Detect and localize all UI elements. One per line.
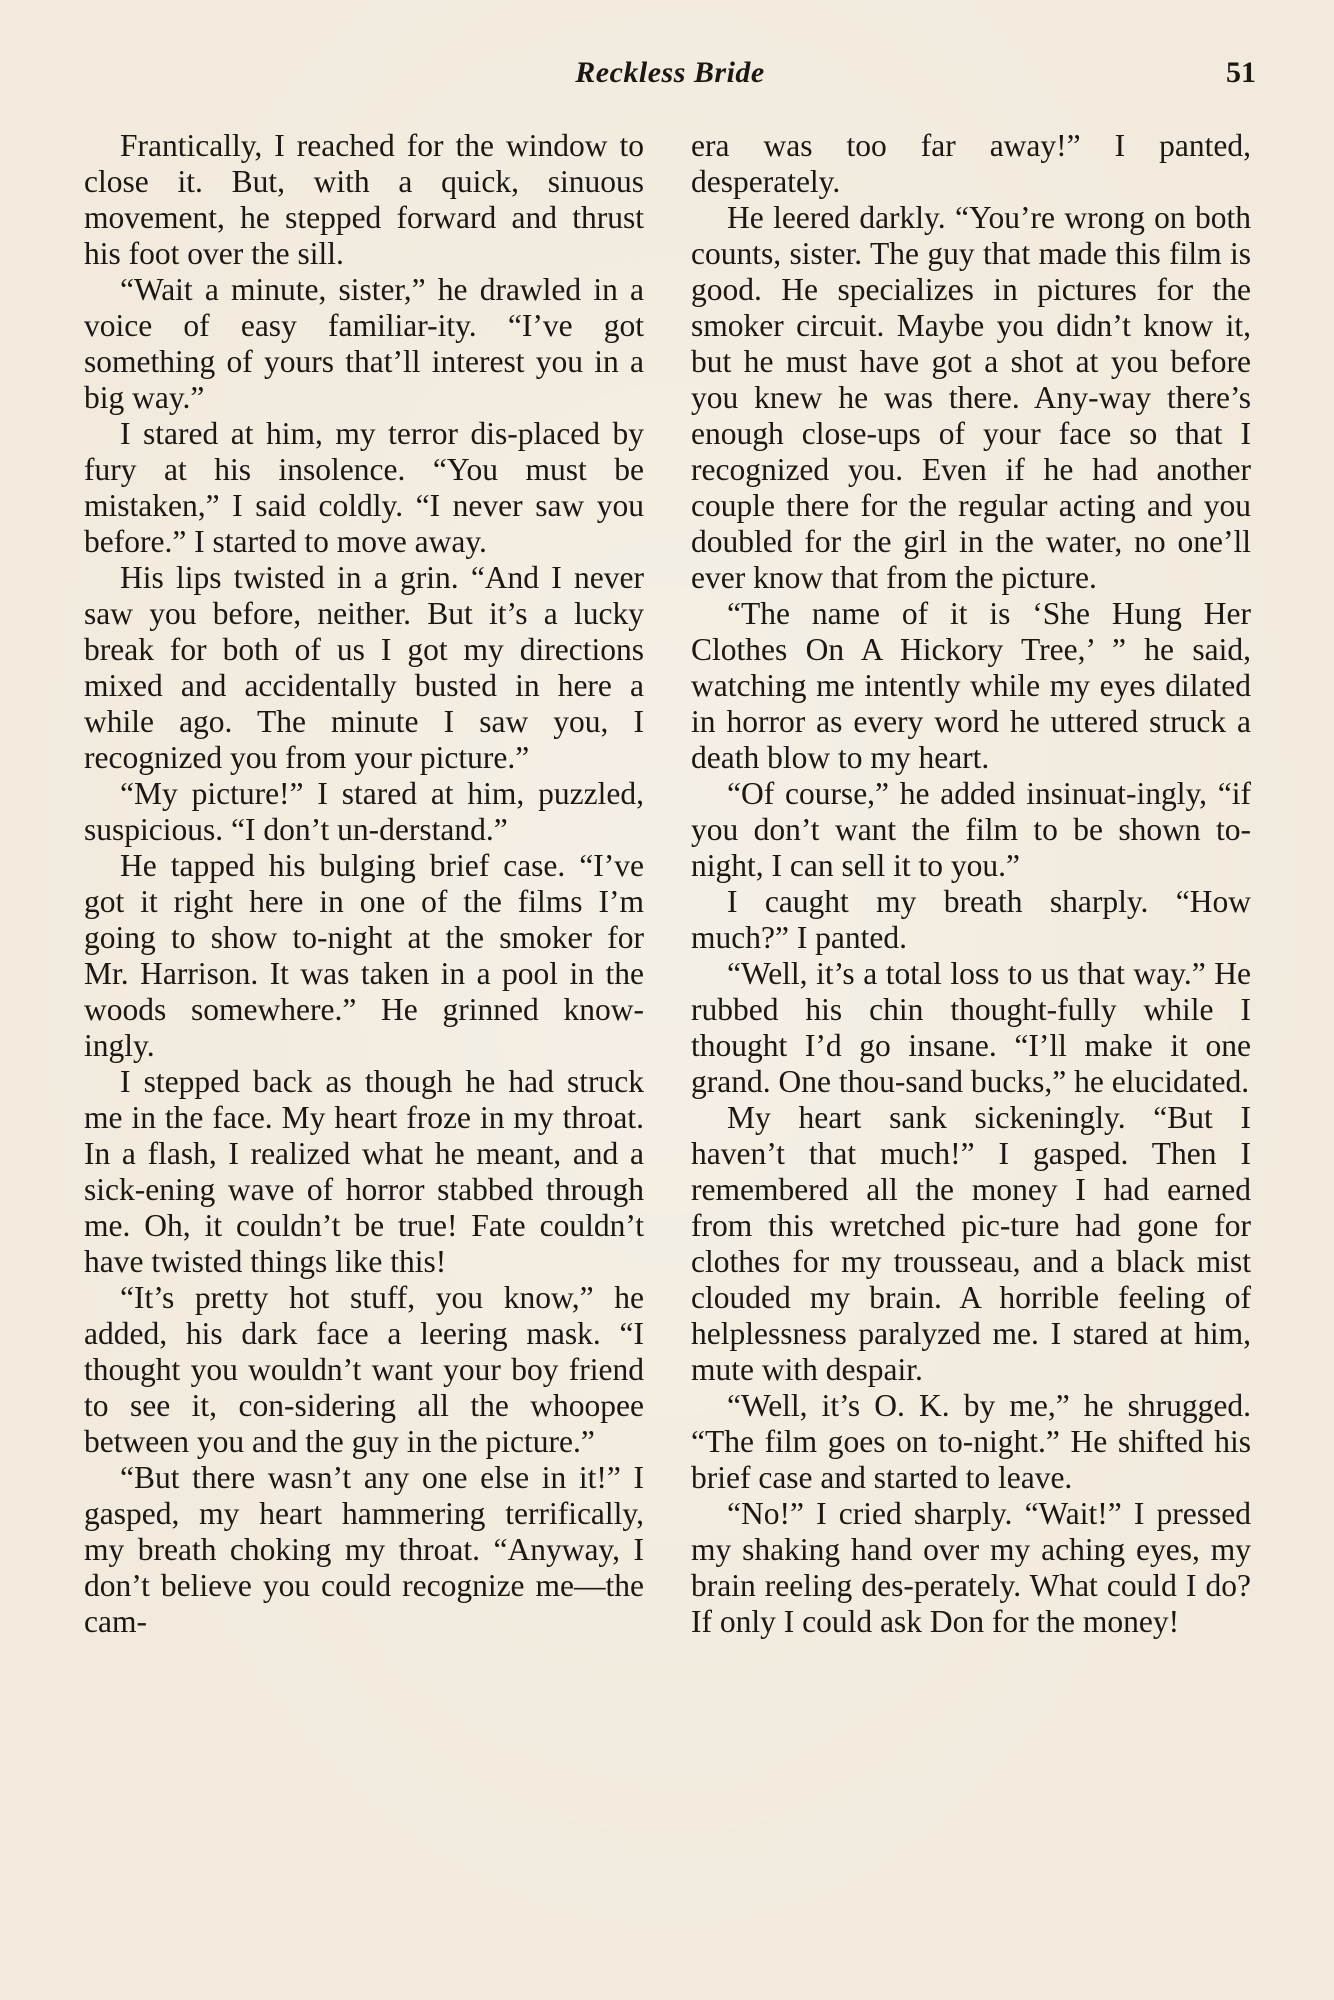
paragraph: “Well, it’s O. K. by me,” he shrugged. “The film goes on to-night.” He shifted his brief case and started to leave. xyxy=(691,1388,1251,1495)
left-column xyxy=(84,128,644,1640)
right-column xyxy=(691,128,1251,1640)
page-number: 51 xyxy=(1226,56,1256,89)
paragraph: I stepped back as though he had struck me in the face. My heart froze in my throat. In a flash, I realized what he meant, and a sick-ening wave of horror stabbed through me. Oh, it couldn’t be true! Fate couldn’t have twisted things like this! xyxy=(84,1064,644,1279)
paragraph: “The name of it is ‘She Hung Her Clothes On A Hickory Tree,’ ” he said, watching me intently while my eyes dilated in horror as every word he uttered struck a death blow to my heart. xyxy=(691,596,1251,775)
paragraph: I caught my breath sharply. “How much?” I panted. xyxy=(691,884,1251,955)
paragraph: “But there wasn’t any one else in it!” I gasped, my heart hammering terrifically, my breath choking my throat. “Anyway, I don’t believe you could recognize me—the cam- xyxy=(84,1460,644,1639)
paragraph-continued: era was too far away!” I panted, desperately. xyxy=(691,128,1251,199)
paragraph: “Well, it’s a total loss to us that way.” He rubbed his chin thought-fully while I thought I’d go insane. “I’ll make it one grand. One thou-sand bucks,” he elucidated. xyxy=(691,956,1251,1099)
paragraph: “Of course,” he added insinuat-ingly, “if you don’t want the film to be shown to-night, I can sell it to you.” xyxy=(691,776,1251,883)
paragraph: Frantically, I reached for the window to close it. But, with a quick, sinuous movement, he stepped forward and thrust his foot over the sill. xyxy=(84,128,644,271)
paragraph: “It’s pretty hot stuff, you know,” he added, his dark face a leering mask. “I thought you wouldn’t want your boy friend to see it, con-sidering all the whoopee between you and the guy in the picture.” xyxy=(84,1280,644,1459)
paragraph: “No!” I cried sharply. “Wait!” I pressed my shaking hand over my aching eyes, my brain reeling des-perately. What could I do? If only I could ask Don for the money! xyxy=(691,1496,1251,1639)
page-header xyxy=(84,56,1256,96)
running-title: Reckless Bride xyxy=(575,56,765,89)
paragraph: He tapped his bulging brief case. “I’ve got it right here in one of the films I’m going to show to-night at the smoker for Mr. Harrison. It was taken in a pool in the woods somewhere.” He grinned know-ingly. xyxy=(84,848,644,1063)
paragraph: My heart sank sickeningly. “But I haven’t that much!” I gasped. Then I remembered all the money I had earned from this wretched pic-ture had gone for clothes for my trousseau, and a black mist clouded my brain. A horrible feeling of helplessness paralyzed me. I stared at him, mute with despair. xyxy=(691,1100,1251,1387)
paragraph: He leered darkly. “You’re wrong on both counts, sister. The guy that made this film is good. He specializes in pictures for the smoker circuit. Maybe you didn’t know it, but he must have got a shot at you before you knew he was there. Any-way there’s enough close-ups of your face so that I recognized you. Even if he had another couple there for the regular acting and you doubled for the girl in the water, no one’ll ever know that from the picture. xyxy=(691,200,1251,595)
paragraph: His lips twisted in a grin. “And I never saw you before, neither. But it’s a lucky break for both of us I got my directions mixed and accidentally busted in here a while ago. The minute I saw you, I recognized you from your picture.” xyxy=(84,560,644,775)
paragraph: I stared at him, my terror dis-placed by fury at his insolence. “You must be mistaken,” I said coldly. “I never saw you before.” I started to move away. xyxy=(84,416,644,559)
paragraph: “My picture!” I stared at him, puzzled, suspicious. “I don’t un-derstand.” xyxy=(84,776,644,847)
paragraph: “Wait a minute, sister,” he drawled in a voice of easy familiar-ity. “I’ve got something of yours that’ll interest you in a big way.” xyxy=(84,272,644,415)
